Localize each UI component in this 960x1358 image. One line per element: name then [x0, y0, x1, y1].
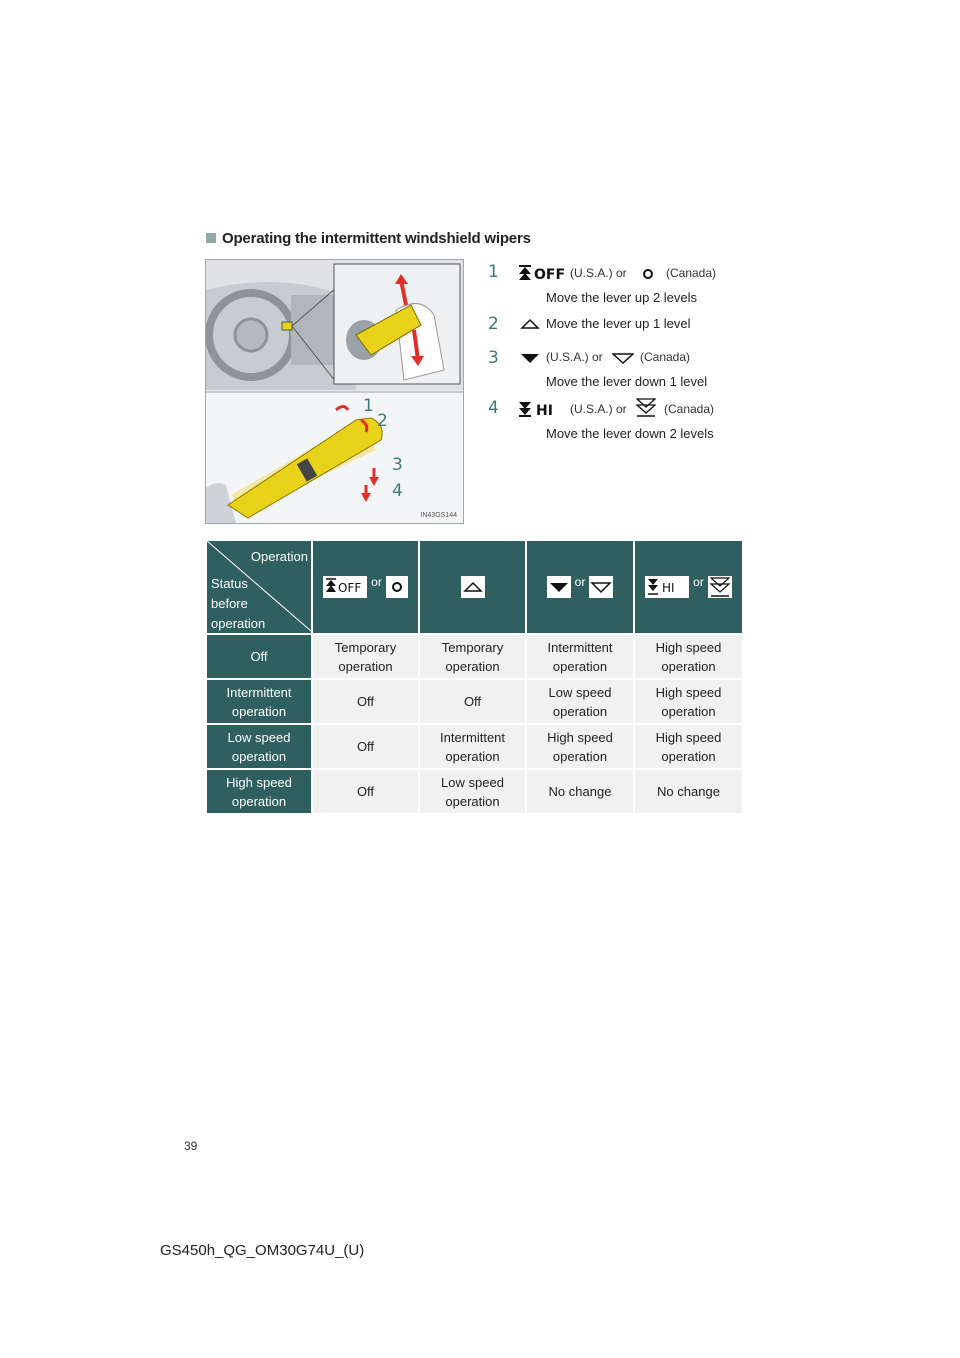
svg-text:HI: HI — [536, 403, 553, 418]
down-outline-icon — [589, 576, 613, 598]
header-mist: OFF or — [312, 540, 419, 634]
row-status: High speed operation — [206, 769, 312, 814]
wiper-operation-table — [205, 539, 744, 815]
footer-code: GS450h_QG_OM30G74U_(U) — [160, 1242, 365, 1259]
lever-diagram — [206, 260, 463, 523]
region-canada: (Canada) — [664, 402, 715, 416]
figure-callout-1: 1 — [363, 396, 374, 416]
svg-text:OFF: OFF — [534, 267, 566, 282]
region-canada: (Canada) — [666, 266, 717, 280]
table-cell: High speed operation — [526, 724, 634, 769]
page-number: 39 — [184, 1139, 198, 1153]
region-usa: (U.S.A.) or — [570, 402, 627, 416]
high-speed-icon — [645, 576, 689, 598]
step-text: Move the lever up 1 level — [546, 316, 691, 331]
table-cell: High speed operation — [634, 679, 743, 724]
corner-status-label: Status before operation — [211, 576, 266, 631]
table-cell: Intermittent operation — [526, 634, 634, 679]
row-status: Off — [206, 634, 312, 679]
figure-code: IN43GS144 — [420, 512, 457, 519]
header-up — [419, 540, 526, 634]
table-row — [206, 724, 743, 769]
table-corner-header — [206, 540, 312, 634]
figure-callout-4: 4 — [392, 481, 403, 501]
intermittent-up-icon — [520, 318, 540, 330]
down-solid-icon — [520, 352, 540, 364]
table-row — [206, 679, 743, 724]
mist-circle-icon — [386, 576, 408, 598]
table-cell: Off — [312, 769, 419, 814]
step-number: 4 — [488, 398, 499, 418]
step-number: 3 — [488, 348, 499, 368]
header-high: HI or — [634, 540, 743, 634]
mist-circle-icon — [642, 268, 654, 280]
svg-text:HI: HI — [662, 581, 675, 595]
region-canada: (Canada) — [640, 350, 691, 364]
mist-off-icon — [323, 576, 367, 598]
step-number: 2 — [488, 314, 499, 334]
table-cell: Temporary operation — [419, 634, 526, 679]
row-status: Intermittent operation — [206, 679, 312, 724]
intermittent-up-icon — [461, 576, 485, 598]
down-outline-icon — [612, 352, 634, 364]
table-row — [206, 769, 743, 814]
high-speed-outline-icon — [708, 576, 732, 598]
table-cell: Off — [312, 679, 419, 724]
row-status: Low speed operation — [206, 724, 312, 769]
step-text: Move the lever up 2 levels — [546, 290, 698, 305]
step-text: Move the lever down 2 levels — [546, 426, 714, 441]
table-cell: Temporary operation — [312, 634, 419, 679]
table-row — [206, 634, 743, 679]
mist-off-icon — [518, 264, 568, 282]
section-bullet-icon — [206, 233, 216, 243]
down-solid-icon — [547, 576, 571, 598]
step-text: Move the lever down 1 level — [546, 374, 708, 389]
table-cell: Low speed operation — [526, 679, 634, 724]
figure-callout-3: 3 — [392, 455, 403, 475]
header-down: or — [526, 540, 634, 634]
table-cell: High speed operation — [634, 634, 743, 679]
figure-callout-2: 2 — [377, 411, 388, 431]
table-cell: Off — [312, 724, 419, 769]
table-cell: Intermittent operation — [419, 724, 526, 769]
table-cell: Low speed operation — [419, 769, 526, 814]
section-title: Operating the intermittent windshield wipers — [206, 230, 531, 247]
wiper-lever-illustration — [205, 259, 464, 524]
table-cell: Off — [419, 679, 526, 724]
region-usa: (U.S.A.) or — [546, 350, 603, 364]
region-usa: (U.S.A.) or — [570, 266, 627, 280]
step-number: 1 — [488, 262, 499, 282]
high-speed-icon — [518, 400, 568, 418]
corner-operation-label: Operation — [250, 549, 308, 564]
table-cell: No change — [526, 769, 634, 814]
high-speed-outline-icon — [636, 398, 656, 418]
table-cell: No change — [634, 769, 743, 814]
svg-text:OFF: OFF — [338, 581, 362, 595]
table-cell: High speed operation — [634, 724, 743, 769]
